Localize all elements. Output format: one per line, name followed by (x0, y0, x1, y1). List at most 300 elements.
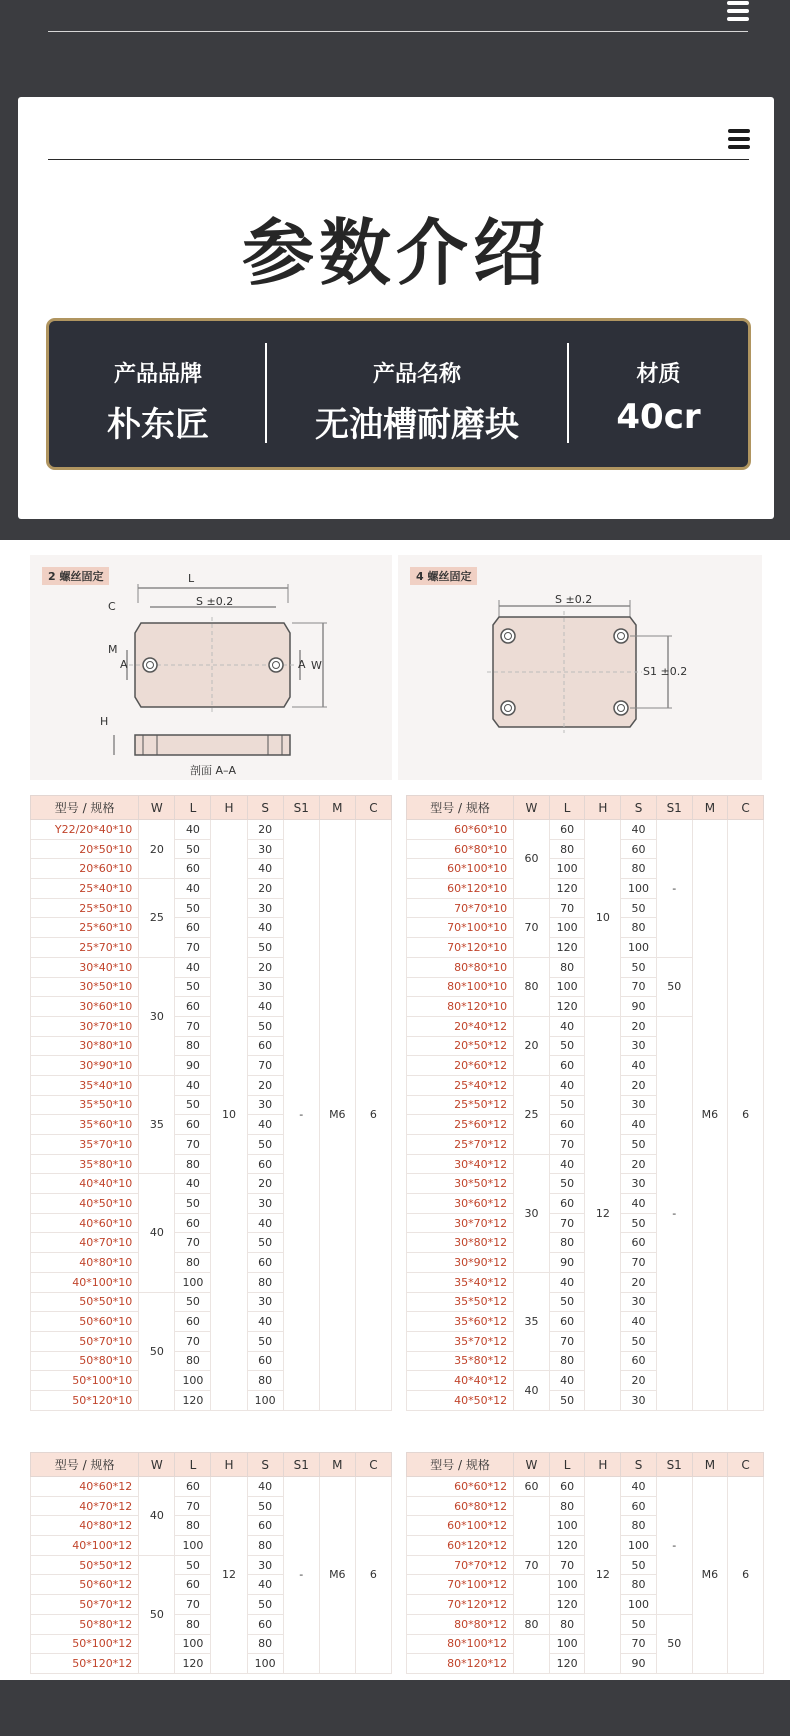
column-header: M (319, 1453, 355, 1477)
info-material (569, 321, 748, 467)
s-cell: 60 (247, 1154, 283, 1174)
h-cell: 10 (211, 820, 247, 1411)
drawing-four-screw (398, 555, 762, 780)
s-cell: 50 (247, 1331, 283, 1351)
diagram-four-screw (398, 555, 762, 780)
l-cell: 100 (549, 859, 585, 879)
model-cell: 40*80*10 (31, 1253, 139, 1273)
s-cell: 30 (247, 898, 283, 918)
s-cell: 30 (621, 1095, 657, 1115)
s-cell: 100 (621, 1595, 657, 1615)
l-cell: 50 (175, 1292, 211, 1312)
column-header: S (247, 796, 283, 820)
l-cell: 120 (549, 1595, 585, 1615)
c-cell: 6 (728, 820, 764, 1411)
l-cell: 40 (175, 1075, 211, 1095)
model-cell: 30*60*10 (31, 997, 139, 1017)
w-cell: 60 (514, 1477, 550, 1497)
l-cell: 60 (549, 1056, 585, 1076)
w-cell: 50 (139, 1292, 175, 1410)
s-cell: 80 (621, 1516, 657, 1536)
model-cell: 40*100*12 (31, 1536, 139, 1556)
column-header: S1 (283, 796, 319, 820)
s-cell: 40 (247, 997, 283, 1017)
column-header: M (692, 796, 728, 820)
model-cell: 80*100*12 (407, 1634, 514, 1654)
bottom-bar (0, 1680, 790, 1736)
model-cell: 40*100*10 (31, 1272, 139, 1292)
s-cell: 40 (621, 1056, 657, 1076)
model-cell: 20*40*12 (407, 1016, 514, 1036)
label-a-right: A (298, 658, 306, 671)
column-header: 型号 / 规格 (31, 1453, 139, 1477)
l-cell: 50 (175, 977, 211, 997)
l-cell: 90 (549, 1253, 585, 1273)
w-cell: 40 (514, 1371, 550, 1410)
l-cell: 70 (175, 1595, 211, 1615)
s-cell: 20 (247, 820, 283, 840)
l-cell: 80 (175, 1351, 211, 1371)
w-cell: 70 (514, 898, 550, 957)
model-cell: 20*50*12 (407, 1036, 514, 1056)
s-cell: 80 (247, 1272, 283, 1292)
model-cell: 35*70*12 (407, 1331, 514, 1351)
l-cell: 50 (549, 1174, 585, 1194)
l-cell: 60 (175, 1575, 211, 1595)
s-cell: 60 (247, 1516, 283, 1536)
l-cell: 70 (175, 1016, 211, 1036)
model-cell: 70*70*12 (407, 1555, 514, 1575)
column-header: L (175, 796, 211, 820)
l-cell: 80 (549, 1614, 585, 1634)
s1-cell: - (283, 1477, 319, 1674)
model-cell: 40*60*10 (31, 1213, 139, 1233)
s-cell: 100 (621, 938, 657, 958)
s-cell: 50 (247, 1233, 283, 1253)
parameter-card (18, 97, 774, 519)
w-cell: 40 (139, 1174, 175, 1292)
w-cell: 35 (514, 1272, 550, 1370)
l-cell: 70 (549, 1331, 585, 1351)
column-header: 型号 / 规格 (407, 1453, 514, 1477)
s-cell: 20 (621, 1016, 657, 1036)
info-brand-label: 产品品牌 (113, 362, 202, 387)
s-cell: 60 (621, 1351, 657, 1371)
s-cell: 20 (247, 957, 283, 977)
l-cell: 60 (549, 1194, 585, 1214)
s-cell: 30 (247, 1292, 283, 1312)
l-cell: 70 (175, 1233, 211, 1253)
l-cell: 50 (175, 1555, 211, 1575)
w-cell (514, 1496, 550, 1555)
l-cell: 80 (549, 1351, 585, 1371)
s-cell: 60 (247, 1351, 283, 1371)
model-cell: 40*50*12 (407, 1390, 514, 1410)
model-cell: 25*40*10 (31, 879, 139, 899)
s-cell: 80 (247, 1634, 283, 1654)
label-m: M (108, 643, 118, 656)
l-cell: 80 (175, 1036, 211, 1056)
divider (48, 159, 749, 160)
s-cell: 60 (621, 1496, 657, 1516)
l-cell: 100 (549, 918, 585, 938)
s-cell: 30 (621, 1036, 657, 1056)
l-cell: 40 (549, 1272, 585, 1292)
l-cell: 70 (549, 1555, 585, 1575)
s-cell: 70 (621, 1634, 657, 1654)
s-cell: 50 (621, 898, 657, 918)
model-cell: 60*100*10 (407, 859, 514, 879)
s1-cell: - (656, 1016, 692, 1410)
l-cell: 80 (549, 1496, 585, 1516)
s-cell: 30 (247, 1555, 283, 1575)
l-cell: 50 (175, 898, 211, 918)
dimension-l-label: L (188, 572, 195, 585)
l-cell: 50 (549, 1390, 585, 1410)
l-cell: 80 (175, 1154, 211, 1174)
l-cell: 40 (175, 879, 211, 899)
s-cell: 80 (621, 1575, 657, 1595)
l-cell: 100 (175, 1634, 211, 1654)
model-cell: 25*40*12 (407, 1075, 514, 1095)
l-cell: 50 (175, 839, 211, 859)
s-cell: 30 (247, 977, 283, 997)
column-header: W (139, 1453, 175, 1477)
spec-table-3 (30, 1452, 392, 1674)
column-header: M (692, 1453, 728, 1477)
s-cell: 100 (247, 1654, 283, 1674)
model-cell: 25*60*12 (407, 1115, 514, 1135)
l-cell: 100 (549, 1516, 585, 1536)
menu-icon[interactable] (728, 129, 750, 149)
m-cell: M6 (692, 820, 728, 1411)
label-c: C (108, 600, 116, 613)
model-cell: 50*100*10 (31, 1371, 139, 1391)
menu-icon[interactable] (727, 1, 749, 21)
model-cell: 25*70*10 (31, 938, 139, 958)
s-cell: 20 (621, 1371, 657, 1391)
model-cell: 50*120*10 (31, 1390, 139, 1410)
model-cell: 60*120*10 (407, 879, 514, 899)
model-cell: 30*50*10 (31, 977, 139, 997)
s-cell: 70 (621, 977, 657, 997)
s-cell: 20 (247, 1174, 283, 1194)
l-cell: 60 (175, 997, 211, 1017)
s-cell: 40 (247, 1477, 283, 1497)
s-cell: 40 (621, 1477, 657, 1497)
l-cell: 40 (175, 957, 211, 977)
s-cell: 50 (247, 1496, 283, 1516)
w-cell: 50 (139, 1555, 175, 1673)
w-cell (514, 1634, 550, 1673)
h-cell: 12 (211, 1477, 247, 1674)
s-cell: 60 (247, 1253, 283, 1273)
s1-cell: - (656, 820, 692, 958)
s-cell: 40 (621, 1194, 657, 1214)
table-header-row (407, 1453, 764, 1477)
s-cell: 60 (247, 1614, 283, 1634)
model-cell: 70*100*10 (407, 918, 514, 938)
model-cell: 25*50*12 (407, 1095, 514, 1115)
s-cell: 80 (247, 1371, 283, 1391)
model-cell: 35*70*10 (31, 1135, 139, 1155)
s-cell: 20 (247, 1075, 283, 1095)
l-cell: 60 (175, 859, 211, 879)
column-header: H (211, 796, 247, 820)
l-cell: 70 (175, 1496, 211, 1516)
column-header: S1 (656, 796, 692, 820)
info-product-name (267, 321, 567, 467)
s-cell: 60 (621, 1233, 657, 1253)
column-header: L (549, 1453, 585, 1477)
column-header: S1 (283, 1453, 319, 1477)
s-cell: 90 (621, 1654, 657, 1674)
model-cell: 35*50*10 (31, 1095, 139, 1115)
model-cell: Y22/20*40*10 (31, 820, 139, 840)
model-cell: 60*100*12 (407, 1516, 514, 1536)
l-cell: 120 (175, 1390, 211, 1410)
model-cell: 35*40*12 (407, 1272, 514, 1292)
dimension-s1-label: S1 ±0.2 (643, 665, 688, 678)
c-cell: 6 (355, 1477, 391, 1674)
model-cell: 70*70*10 (407, 898, 514, 918)
s-cell: 30 (621, 1174, 657, 1194)
model-cell: 30*80*12 (407, 1233, 514, 1253)
spec-section (0, 540, 790, 1680)
spec-table-2 (406, 795, 764, 1411)
w-cell: 60 (514, 820, 550, 899)
model-cell: 40*40*12 (407, 1371, 514, 1391)
l-cell: 50 (175, 1095, 211, 1115)
model-cell: 40*60*12 (31, 1477, 139, 1497)
label-w: W (311, 659, 322, 672)
s-cell: 70 (247, 1056, 283, 1076)
model-cell: 50*60*10 (31, 1312, 139, 1332)
s-cell: 40 (621, 820, 657, 840)
l-cell: 80 (549, 957, 585, 977)
model-cell: 50*100*12 (31, 1634, 139, 1654)
s-cell: 90 (621, 997, 657, 1017)
s-cell: 50 (621, 957, 657, 977)
info-material-label: 材质 (636, 362, 681, 387)
model-cell: 35*80*12 (407, 1351, 514, 1371)
column-header: S (247, 1453, 283, 1477)
w-cell: 35 (139, 1075, 175, 1173)
model-cell: 35*40*10 (31, 1075, 139, 1095)
model-cell: 30*80*10 (31, 1036, 139, 1056)
s-cell: 50 (621, 1614, 657, 1634)
model-cell: 60*120*12 (407, 1536, 514, 1556)
l-cell: 100 (175, 1536, 211, 1556)
s-cell: 40 (247, 1213, 283, 1233)
info-material-value: 40cr (616, 397, 701, 437)
s-cell: 50 (621, 1331, 657, 1351)
column-header: C (728, 1453, 764, 1477)
column-header: C (728, 796, 764, 820)
s-cell: 60 (621, 839, 657, 859)
column-header: S1 (656, 1453, 692, 1477)
l-cell: 50 (175, 1194, 211, 1214)
l-cell: 80 (549, 1233, 585, 1253)
model-cell: 30*50*12 (407, 1174, 514, 1194)
w-cell (514, 1575, 550, 1614)
h-cell: 10 (585, 820, 621, 1017)
s1-cell: - (656, 1477, 692, 1615)
s-cell: 100 (247, 1390, 283, 1410)
column-header: M (319, 796, 355, 820)
model-cell: 80*120*12 (407, 1654, 514, 1674)
l-cell: 90 (175, 1056, 211, 1076)
s-cell: 20 (247, 879, 283, 899)
l-cell: 120 (549, 997, 585, 1017)
l-cell: 60 (549, 1312, 585, 1332)
column-header: C (355, 1453, 391, 1477)
model-cell: 50*50*10 (31, 1292, 139, 1312)
model-cell: 30*90*10 (31, 1056, 139, 1076)
s-cell: 50 (247, 1016, 283, 1036)
w-cell: 30 (139, 957, 175, 1075)
info-brand-value: 朴东匠 (107, 405, 209, 445)
l-cell: 70 (175, 1331, 211, 1351)
model-cell: 30*90*12 (407, 1253, 514, 1273)
model-cell: 50*70*12 (31, 1595, 139, 1615)
w-cell: 25 (139, 879, 175, 958)
diagram-two-screw (30, 555, 392, 780)
s-cell: 60 (247, 1036, 283, 1056)
s-cell: 50 (247, 1595, 283, 1615)
column-header: W (139, 796, 175, 820)
l-cell: 100 (549, 1634, 585, 1654)
dimension-s-label: S ±0.2 (196, 595, 234, 608)
l-cell: 40 (549, 1016, 585, 1036)
l-cell: 100 (549, 1575, 585, 1595)
s-cell: 50 (621, 1213, 657, 1233)
model-cell: 30*70*12 (407, 1213, 514, 1233)
diagram-two-screw-badge: 2 螺丝固定 (42, 567, 109, 585)
m-cell: M6 (692, 1477, 728, 1674)
w-cell: 40 (139, 1477, 175, 1556)
s-cell: 100 (621, 879, 657, 899)
model-cell: 70*100*12 (407, 1575, 514, 1595)
spec-table-1 (30, 795, 392, 1411)
w-cell: 20 (139, 820, 175, 879)
model-cell: 70*120*12 (407, 1595, 514, 1615)
model-cell: 30*40*10 (31, 957, 139, 977)
s-cell: 50 (621, 1135, 657, 1155)
h-cell: 12 (585, 1477, 621, 1674)
w-cell: 20 (514, 1016, 550, 1075)
column-header: H (585, 1453, 621, 1477)
s-cell: 70 (621, 1253, 657, 1273)
spec-table-4 (406, 1452, 764, 1674)
s-cell: 30 (247, 839, 283, 859)
l-cell: 80 (549, 839, 585, 859)
model-cell: 20*60*12 (407, 1056, 514, 1076)
table-row (407, 820, 764, 840)
section-title: 参数介绍 (241, 211, 550, 295)
model-cell: 35*50*12 (407, 1292, 514, 1312)
l-cell: 70 (175, 1135, 211, 1155)
label-h: H (100, 715, 109, 728)
w-cell: 80 (514, 957, 550, 1016)
s-cell: 80 (247, 1536, 283, 1556)
model-cell: 40*40*10 (31, 1174, 139, 1194)
l-cell: 80 (175, 1614, 211, 1634)
s1-cell: 50 (656, 1614, 692, 1673)
s-cell: 50 (247, 1135, 283, 1155)
column-header: L (549, 796, 585, 820)
column-header: S (621, 796, 657, 820)
info-brand (49, 321, 267, 467)
s-cell: 40 (621, 1115, 657, 1135)
model-cell: 80*80*12 (407, 1614, 514, 1634)
model-cell: 25*60*10 (31, 918, 139, 938)
s1-cell: - (283, 820, 319, 1411)
s-cell: 40 (247, 918, 283, 938)
model-cell: 50*60*12 (31, 1575, 139, 1595)
model-cell: 80*120*10 (407, 997, 514, 1017)
model-cell: 35*80*10 (31, 1154, 139, 1174)
s-cell: 40 (247, 859, 283, 879)
l-cell: 100 (549, 977, 585, 997)
column-header: W (514, 1453, 550, 1477)
model-cell: 25*50*10 (31, 898, 139, 918)
model-cell: 60*60*12 (407, 1477, 514, 1497)
column-header: C (355, 796, 391, 820)
model-cell: 70*120*10 (407, 938, 514, 958)
l-cell: 80 (175, 1516, 211, 1536)
s-cell: 30 (247, 1194, 283, 1214)
drawing-two-screw (30, 555, 392, 780)
column-header: S (621, 1453, 657, 1477)
l-cell: 70 (549, 1213, 585, 1233)
model-cell: 25*70*12 (407, 1135, 514, 1155)
s1-cell: 50 (656, 957, 692, 1016)
model-cell: 80*80*10 (407, 957, 514, 977)
l-cell: 40 (549, 1154, 585, 1174)
l-cell: 80 (175, 1253, 211, 1273)
model-cell: 30*60*12 (407, 1194, 514, 1214)
model-cell: 60*80*12 (407, 1496, 514, 1516)
column-header: 型号 / 规格 (407, 796, 514, 820)
s-cell: 20 (621, 1272, 657, 1292)
l-cell: 120 (549, 879, 585, 899)
model-cell: 50*50*12 (31, 1555, 139, 1575)
s-cell: 100 (621, 1536, 657, 1556)
table-row (31, 820, 392, 840)
l-cell: 40 (549, 1075, 585, 1095)
model-cell: 20*50*10 (31, 839, 139, 859)
product-info-box (46, 318, 751, 470)
model-cell: 20*60*10 (31, 859, 139, 879)
s-cell: 40 (247, 1115, 283, 1135)
s-cell: 30 (621, 1292, 657, 1312)
h-cell: 12 (585, 1016, 621, 1410)
table-header-row (31, 1453, 392, 1477)
s-cell: 40 (621, 1312, 657, 1332)
l-cell: 60 (175, 1115, 211, 1135)
s-cell: 80 (621, 859, 657, 879)
c-cell: 6 (728, 1477, 764, 1674)
l-cell: 60 (549, 1477, 585, 1497)
w-cell: 30 (514, 1154, 550, 1272)
w-cell: 70 (514, 1555, 550, 1575)
column-header: W (514, 796, 550, 820)
model-cell: 40*70*10 (31, 1233, 139, 1253)
l-cell: 70 (549, 898, 585, 918)
s-cell: 40 (247, 1575, 283, 1595)
s-cell: 40 (247, 1312, 283, 1332)
